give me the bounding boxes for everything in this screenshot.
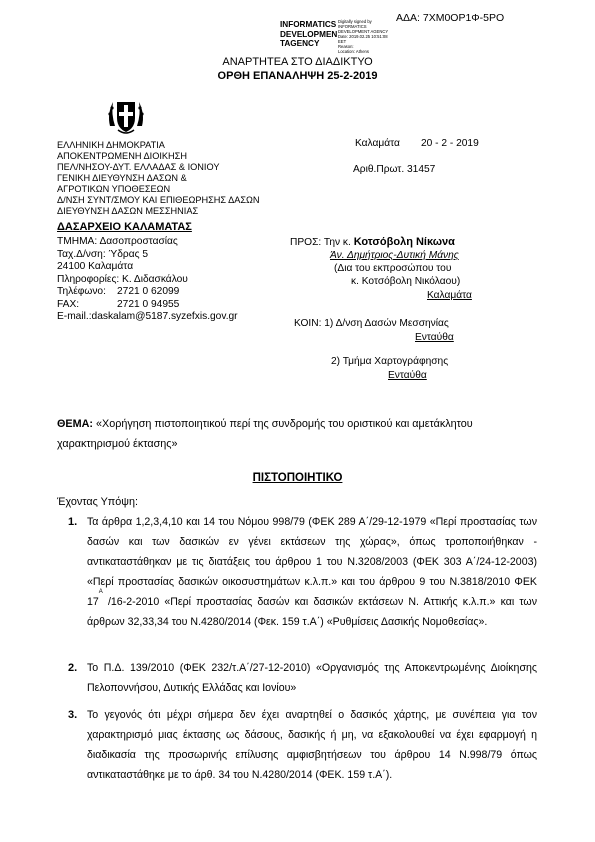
issuer-dept: ΤΜΗΜΑ: Δασοπροστασίας <box>57 236 178 247</box>
issuer-line: ΕΛΛΗΝΙΚΗ ΔΗΜΟΚΡΑΤΙΑ <box>57 140 165 150</box>
document-place: Καλαμάτα <box>355 138 400 149</box>
item-1-text-b: /16-2-2010 «Περί προστασίας δασών και δασικών εκτάσεων Ν. Αττικής κ.λ.π.» και των άρθρων 32,33,34 του Ν.4280/2014 (Φεκ. 159 τ.Α΄) «Ρυθμίσεις Δασικής Νομοθεσίας». <box>87 596 537 628</box>
recipient-line4: κ. Κοτσόβολη Νικόλαου) <box>351 276 461 287</box>
stamp-left-line: TAGENCY <box>280 39 320 48</box>
recipient-place: Καλαμάτα <box>427 290 472 301</box>
list-item <box>87 512 537 632</box>
issuer-email: E-mail.:daskalam@5187.syzefxis.gov.gr <box>57 311 238 322</box>
cc-label: ΚΟΙΝ: 1) Δ/νση Δασών Μεσσηνίας <box>294 318 449 329</box>
recipient-line2: Άν. Δημήτριος-Δυτική Μάνης <box>330 250 459 261</box>
header-posting-note: ΑΝΑΡΤΗΤΕΑ ΣΤΟ ΔΙΑΔΙΚΤΥΟ <box>222 56 373 68</box>
item-3-text: Το γεγονός ότι μέχρι σήμερα δεν έχει αναρτηθεί ο δασικός χάρτης, με συνέπεια για τον χαρακτηρισμό μιας έκτασης ως δάσους, δασικής ή μη, να εξακολουθεί να έχει εφαρμογή η διαδικασία της προσωρινής επίλυσης αμφισβητήσεων του άρθρου 14 Ν.998/79 όπως αντικαταστάθηκε με το άρθ. 34 του Ν.4280/2014 (ΦΕΚ. 159 τ.Α΄). <box>87 709 537 781</box>
fax-label: FAX: <box>57 298 80 310</box>
cc-item2-place: Ενταύθα <box>388 370 427 381</box>
recipient-name: Κοτσόβολη Νίκωνα <box>353 236 455 248</box>
issuer-line: ΑΓΡΟΤΙΚΩΝ ΥΠΟΘΕΣΕΩΝ <box>57 184 171 194</box>
recipient-to <box>290 236 455 249</box>
issuer-address: Ταχ.Δ/νση: Ύδρας 5 <box>57 248 148 260</box>
issuer-office: ΔΑΣΑΡΧΕΙΟ ΚΑΛΑΜΑΤΑΣ <box>57 221 192 233</box>
phone-value: 2721 0 62099 <box>117 286 180 297</box>
stamp-detail-line: Location: Athens <box>338 49 369 54</box>
stamp-agency-name <box>280 20 340 49</box>
stamp-detail-line: Reason: <box>338 44 354 49</box>
issuer-info: Πληροφορίες: Κ. Διδασκάλου <box>57 273 188 285</box>
stamp-detail-line: EET <box>338 39 347 44</box>
stamp-details <box>338 19 388 54</box>
list-item <box>87 705 537 785</box>
list-item <box>87 658 537 698</box>
issuer-city: 24100 Καλαμάτα <box>57 261 134 272</box>
subject-line1: «Χορήγηση πιστοποιητικού περί της συνδρομής του οριστικού και αμετάκλητου <box>96 418 473 430</box>
issuer-line: Δ/ΝΣΗ ΣΥΝΤ/ΣΜΟΥ ΚΑΙ ΕΠΙΘΕΩΡΗΣΗΣ ΔΑΣΩΝ <box>57 195 260 205</box>
issuer-line: ΑΠΟΚΕΝΤΡΩΜΕΝΗ ΔΙΟΙΚΗΣΗ <box>57 151 187 161</box>
document-date: 20 - 2 - 2019 <box>421 138 479 149</box>
recipient-prefix: ΠΡΟΣ: Την κ. <box>290 237 351 248</box>
stamp-left-line: INFORMATICS <box>280 20 337 29</box>
issuer-contact <box>57 236 238 324</box>
fax-value: 2721 0 94955 <box>117 298 180 310</box>
item-1-text-a: Τα άρθρα 1,2,3,4,10 και 14 του Νόμου 998/79 (ΦΕΚ 289 Α΄/29-12-1979 «Περί προστασίας των δασών και των δασικών εν γένει εκτάσεων της χώρας», όπως τροποποιήθηκαν - αντικαταστάθηκαν με τις διατάξεις του άρθρου 1 του Ν.3208/2003 (ΦΕΚ 303 Α΄/24-12-2003) «Περί προστασίας δασικών οικοσυστημάτων κ.λ.π.» και του άρθρου 9 του Ν.3818/2010 ΦΕΚ 17 <box>87 516 537 608</box>
subject-line2: χαρακτηρισμού έκτασης» <box>57 438 178 450</box>
stamp-detail-line: Digitally signed by <box>338 19 372 24</box>
item-number: 1. <box>68 516 78 528</box>
issuer-phone-row <box>57 286 238 299</box>
stamp-detail-line: INFORMATICS <box>338 24 367 29</box>
item-number: 3. <box>68 709 78 721</box>
issuer-line: ΔΙΕΥΘΥΝΣΗ ΔΑΣΩΝ ΜΕΣΣΗΝΙΑΣ <box>57 206 199 216</box>
phone-label: Τηλέφωνο: <box>57 286 106 297</box>
subject-label: ΘΕΜΑ: <box>57 418 93 430</box>
issuer-block <box>57 140 260 217</box>
item-number: 2. <box>68 662 78 674</box>
issuer-line: ΓΕΝΙΚΗ ΔΙΕΥΘΥΝΣΗ ΔΑΣΩΝ & <box>57 173 187 183</box>
greek-coat-of-arms-icon <box>106 96 146 136</box>
subject <box>57 418 473 430</box>
ada-code: ΑΔΑ: 7ΧΜ0ΟΡ1Φ-5ΡΟ <box>396 12 505 24</box>
issuer-line: ΠΕΛ/ΝΗΣΟΥ-ΔΥΤ. ΕΛΛΑΔΑΣ & ΙΟΝΙΟΥ <box>57 162 220 172</box>
cc-item2: 2) Τμήμα Χαρτογράφησης <box>331 356 449 367</box>
item-2-text: Το Π.Δ. 139/2010 (ΦΕΚ 232/τ.Α΄/27-12-2010) «Οργανισμός της Αποκεντρωμένης Διοίκησης Πελοποννήσου, Δυτικής Ελλάδας και Ιονίου» <box>87 662 537 694</box>
document-title: ΠΙΣΤΟΠΟΙΗΤΙΚΟ <box>252 472 343 484</box>
item-1-superscript: Α <box>98 589 103 595</box>
stamp-detail-line: Date: 2019.02.25 10:51:08 <box>338 34 388 39</box>
cc-item1-place: Ενταύθα <box>415 332 454 343</box>
recipient-line3: (Δια του εκπροσώπου του <box>334 263 452 274</box>
having-in-view: Έχοντας Υπόψη: <box>57 496 138 508</box>
issuer-fax-row <box>57 299 238 312</box>
stamp-detail-line: DEVELOPMENT AGENCY <box>338 29 389 34</box>
header-repeat-note: ΟΡΘΗ ΕΠΑΝΑΛΗΨΗ 25-2-2019 <box>217 70 378 82</box>
protocol-number: Αριθ.Πρωτ. 31457 <box>353 164 436 175</box>
stamp-left-line: DEVELOPMEN <box>280 29 338 39</box>
